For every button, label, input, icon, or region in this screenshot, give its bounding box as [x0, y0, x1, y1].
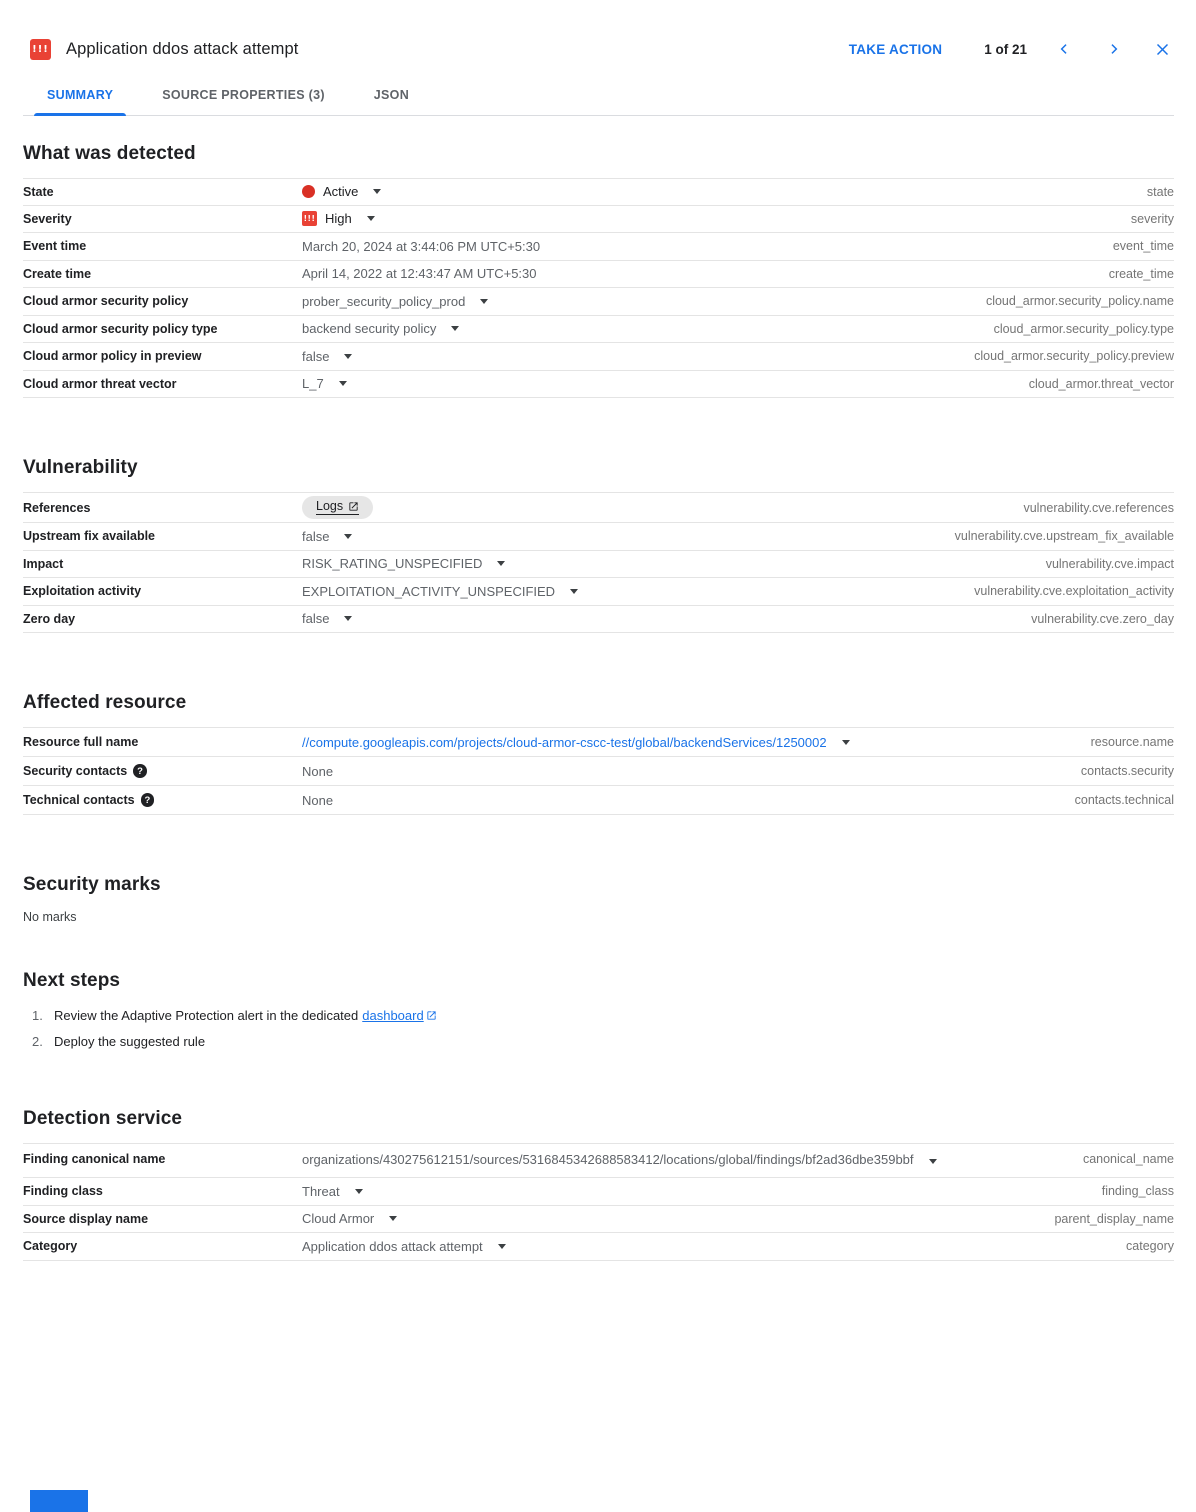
page-title: Application ddos attack attempt — [66, 39, 299, 58]
state-value: Active — [323, 184, 359, 200]
section-title-next-steps: Next steps — [23, 970, 121, 991]
security-policy-dropdown[interactable] — [302, 294, 488, 309]
security-policy-type-value: backend security policy — [302, 321, 437, 337]
field-name: finding_class — [1101, 1184, 1174, 1199]
field-label: Technical contacts — [23, 793, 135, 807]
table-row — [23, 178, 1174, 206]
field-label: Zero day — [23, 611, 76, 626]
severity-dropdown[interactable] — [302, 211, 375, 226]
table-row — [23, 343, 1174, 371]
previous-finding-button[interactable] — [1053, 38, 1075, 60]
policy-preview-dropdown[interactable] — [302, 349, 352, 364]
table-row — [23, 492, 1174, 523]
chevron-down-icon — [373, 189, 381, 194]
field-name: resource.name — [1090, 735, 1174, 749]
take-action-button[interactable]: TAKE ACTION — [848, 41, 943, 57]
category-value: Application ddos attack attempt — [302, 1238, 483, 1254]
logs-chip-button[interactable] — [302, 496, 373, 519]
table-row — [23, 606, 1174, 634]
list-number: 1. — [32, 1008, 43, 1023]
field-label: Cloud armor security policy type — [23, 321, 218, 336]
table-row — [23, 757, 1174, 786]
table-row — [23, 727, 1174, 757]
finding-class-value: Threat — [302, 1183, 340, 1199]
tab-summary[interactable]: SUMMARY — [34, 76, 126, 115]
tab-bar — [23, 76, 1174, 116]
chevron-down-icon — [367, 216, 375, 221]
field-label: Finding class — [23, 1184, 103, 1199]
security-policy-type-dropdown[interactable] — [302, 321, 459, 336]
chevron-down-icon — [344, 534, 352, 539]
field-name: event_time — [1112, 239, 1174, 254]
impact-value: RISK_RATING_UNSPECIFIED — [302, 556, 483, 572]
technical-contacts-value: None — [302, 792, 334, 808]
impact-dropdown[interactable] — [302, 556, 505, 571]
chevron-left-icon — [1057, 42, 1071, 56]
category-dropdown[interactable] — [302, 1239, 506, 1254]
field-label: Upstream fix available — [23, 529, 156, 544]
field-name: vulnerability.cve.upstream_fix_available — [954, 529, 1174, 544]
section-title-detection-service: Detection service — [23, 1108, 183, 1129]
logs-chip-label: Logs — [316, 499, 344, 513]
field-label: State — [23, 184, 54, 199]
upstream-fix-dropdown[interactable] — [302, 529, 352, 544]
high-severity-icon: !!! — [30, 39, 51, 60]
list-item — [23, 1034, 1174, 1049]
table-row — [23, 233, 1174, 261]
list-item — [23, 1008, 1174, 1023]
field-name: canonical_name — [1082, 1152, 1174, 1166]
active-state-dot-icon — [302, 185, 315, 198]
chevron-down-icon — [451, 326, 459, 331]
chevron-down-icon — [570, 589, 578, 594]
detection-service-rows — [23, 1143, 1174, 1261]
chevron-down-icon — [339, 381, 347, 386]
field-label: Cloud armor threat vector — [23, 376, 177, 391]
source-display-name-value: Cloud Armor — [302, 1211, 375, 1227]
section-title-vulnerability: Vulnerability — [23, 457, 138, 478]
table-row — [23, 1233, 1174, 1261]
canonical-name-value: organizations/430275612151/sources/5316845342688583412/locations/global/findings/bf2ad36dbe359bbf — [302, 1152, 914, 1167]
security-contacts-value: None — [302, 763, 334, 779]
field-name: cloud_armor.threat_vector — [1028, 376, 1174, 391]
event-time-value: March 20, 2024 at 3:44:06 PM UTC+5:30 — [302, 238, 541, 254]
exploitation-activity-value: EXPLOITATION_ACTIVITY_UNSPECIFIED — [302, 583, 556, 599]
field-name: state — [1146, 184, 1174, 199]
threat-vector-value: L_7 — [302, 376, 324, 392]
field-label: Event time — [23, 239, 87, 254]
field-name: vulnerability.cve.references — [1023, 500, 1174, 515]
chevron-down-icon — [344, 354, 352, 359]
field-label: Cloud armor security policy — [23, 294, 189, 309]
chevron-down-icon — [389, 1216, 397, 1221]
table-row — [23, 578, 1174, 606]
severity-value: High — [325, 211, 352, 227]
field-label: Source display name — [23, 1211, 149, 1226]
tab-source-properties[interactable]: SOURCE PROPERTIES (3) — [149, 76, 338, 115]
pagination-counter: 1 of 21 — [984, 41, 1027, 57]
policy-preview-value: false — [302, 348, 330, 364]
dashboard-link[interactable]: dashboard — [362, 1008, 436, 1023]
close-icon — [1155, 42, 1170, 57]
field-name: create_time — [1108, 266, 1174, 281]
chevron-down-icon — [842, 740, 850, 745]
chevron-down-icon — [480, 299, 488, 304]
field-label: Category — [23, 1239, 78, 1254]
chevron-right-icon — [1107, 42, 1121, 56]
next-steps-list — [23, 1008, 1174, 1049]
field-label: Severity — [23, 211, 72, 226]
chevron-down-icon — [929, 1159, 937, 1164]
section-title-what-was-detected: What was detected — [23, 143, 196, 164]
help-icon[interactable]: ? — [141, 793, 155, 807]
bottom-left-blue-bar — [30, 1490, 88, 1512]
state-dropdown[interactable] — [302, 184, 381, 199]
next-step-text: Deploy the suggested rule — [54, 1034, 206, 1049]
affected-resource-rows — [23, 727, 1174, 815]
no-marks-text: No marks — [23, 910, 77, 924]
section-title-security-marks: Security marks — [23, 874, 161, 895]
source-display-name-dropdown[interactable] — [302, 1211, 397, 1226]
table-row — [23, 1206, 1174, 1234]
table-row — [23, 288, 1174, 316]
field-name: cloud_armor.security_policy.type — [993, 321, 1174, 336]
table-row — [23, 371, 1174, 399]
field-name: severity — [1130, 211, 1174, 226]
what-was-detected-rows — [23, 178, 1174, 398]
table-row — [23, 523, 1174, 551]
field-name: cloud_armor.security_policy.preview — [974, 349, 1174, 364]
finding-class-dropdown[interactable] — [302, 1184, 363, 1199]
field-label: Security contacts — [23, 764, 128, 778]
resource-name-dropdown[interactable] — [302, 735, 850, 750]
field-name: vulnerability.cve.exploitation_activity — [974, 584, 1174, 599]
field-label: Finding canonical name — [23, 1152, 166, 1166]
security-policy-value: prober_security_policy_prod — [302, 293, 466, 309]
field-label: Impact — [23, 556, 64, 571]
help-icon[interactable]: ? — [133, 764, 147, 778]
field-name: parent_display_name — [1054, 1211, 1174, 1226]
table-row — [23, 206, 1174, 234]
exploitation-activity-dropdown[interactable] — [302, 584, 578, 599]
field-label: References — [23, 500, 91, 515]
upstream-fix-value: false — [302, 528, 330, 544]
table-row — [23, 786, 1174, 815]
table-row — [23, 1178, 1174, 1206]
field-name: vulnerability.cve.zero_day — [1031, 611, 1174, 626]
field-name: contacts.security — [1080, 764, 1174, 778]
zero-day-value: false — [302, 611, 330, 627]
finding-header — [23, 34, 1174, 64]
chevron-down-icon — [497, 561, 505, 566]
field-name: contacts.technical — [1074, 793, 1174, 807]
table-row — [23, 261, 1174, 289]
tab-json[interactable]: JSON — [361, 76, 422, 115]
create-time-value: April 14, 2022 at 12:43:47 AM UTC+5:30 — [302, 266, 537, 282]
field-label: Cloud armor policy in preview — [23, 349, 202, 364]
open-in-new-icon — [348, 501, 359, 512]
field-label: Exploitation activity — [23, 584, 142, 599]
threat-vector-dropdown[interactable] — [302, 376, 347, 391]
table-row — [23, 316, 1174, 344]
table-row — [23, 551, 1174, 579]
high-severity-icon: !!! — [302, 211, 317, 226]
field-name: category — [1126, 1239, 1174, 1254]
table-row — [23, 1143, 1174, 1178]
chevron-down-icon — [355, 1189, 363, 1194]
field-name: cloud_armor.security_policy.name — [985, 294, 1174, 309]
zero-day-dropdown[interactable] — [302, 611, 352, 626]
close-panel-button[interactable] — [1151, 38, 1174, 61]
section-title-affected-resource: Affected resource — [23, 692, 187, 713]
list-number: 2. — [32, 1034, 43, 1049]
next-step-text: Review the Adaptive Protection alert in the dedicated — [54, 1008, 359, 1023]
open-in-new-icon — [426, 1010, 437, 1021]
chevron-down-icon — [498, 1244, 506, 1249]
field-label: Create time — [23, 266, 92, 281]
next-finding-button[interactable] — [1103, 38, 1125, 60]
canonical-name-dropdown[interactable] — [302, 1152, 937, 1167]
field-label: Resource full name — [23, 735, 139, 749]
chevron-down-icon — [344, 616, 352, 621]
field-name: vulnerability.cve.impact — [1045, 556, 1174, 571]
resource-full-name-link[interactable]: //compute.googleapis.com/projects/cloud-armor-cscc-test/global/backendServices/1250002 — [302, 734, 827, 750]
vulnerability-rows — [23, 492, 1174, 633]
